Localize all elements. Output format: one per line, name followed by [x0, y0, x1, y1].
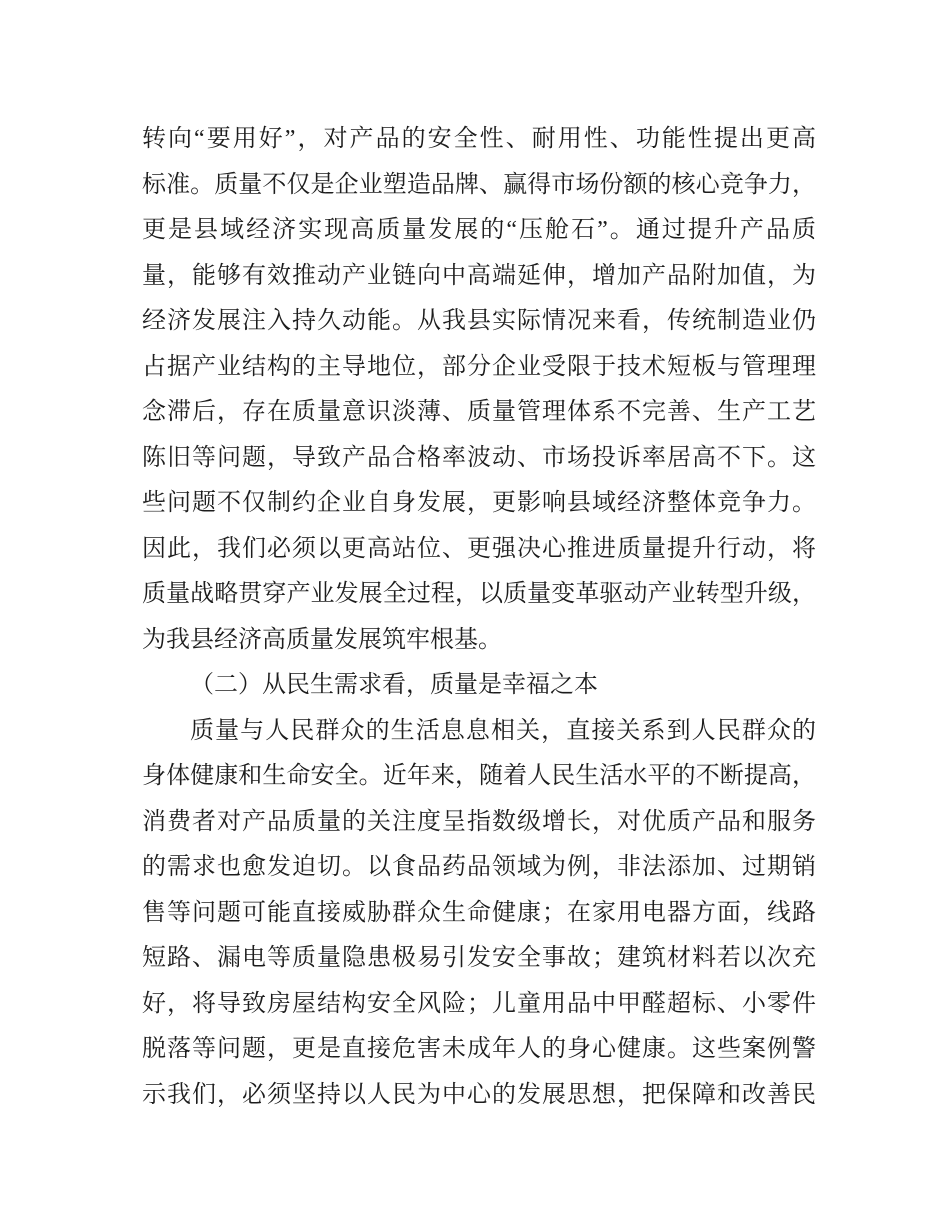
document-line: 质量战略贯穿产业发展全过程，以质量变革驱动产业转型升级， [142, 581, 816, 607]
document-line: 陈旧等问题，导致产品合格率波动、市场投诉率居高不下。这 [142, 444, 816, 471]
document-line: 转向“要用好”，对产品的安全性、耐用性、功能性提出更高 [142, 126, 816, 152]
document-line: 售等问题可能直接威胁群众生命健康；在家用电器方面，线路 [142, 899, 816, 926]
document-line: 身体健康和生命安全。近年来，随着人民生活水平的不断提高， [142, 763, 816, 789]
document-line: 脱落等问题，更是直接危害未成年人的身心健康。这些案例警 [142, 1036, 816, 1062]
document-body [142, 117, 816, 1118]
document-line: 更是县域经济实现高质量发展的“压舱石”。通过提升产品质 [142, 217, 816, 243]
document-line: 消费者对产品质量的关注度呈指数级增长，对优质产品和服务 [142, 808, 816, 835]
document-line: 量，能够有效推动产业链向中高端延伸，增加产品附加值，为 [142, 262, 816, 289]
document-line: 短路、漏电等质量隐患极易引发安全事故；建筑材料若以次充 [142, 945, 816, 971]
document-line: 占据产业结构的主导地位，部分企业受限于技术短板与管理理 [142, 353, 816, 380]
document-line: 为我县经济高质量发展筑牢根基。 [142, 626, 502, 653]
heading-line: （二）从民生需求看，质量是幸福之本 [190, 672, 598, 698]
document-line: 因此，我们必须以更高站位、更强决心推进质量提升行动，将 [142, 535, 816, 562]
document-line: 些问题不仅制约企业自身发展，更影响县域经济整体竞争力。 [142, 490, 816, 516]
document-line: 标准。质量不仅是企业塑造品牌、赢得市场份额的核心竞争力， [142, 171, 816, 198]
document-line: 质量与人民群众的生活息息相关，直接关系到人民群众的 [190, 717, 816, 744]
document-line: 经济发展注入持久动能。从我县实际情况来看，传统制造业仍 [142, 308, 816, 334]
document-line: 示我们，必须坚持以人民为中心的发展思想，把保障和改善民 [142, 1081, 816, 1108]
document-line: 的需求也愈发迫切。以食品药品领域为例，非法添加、过期销 [142, 854, 816, 880]
section-heading [142, 663, 816, 709]
paragraph [142, 117, 816, 663]
document-line: 好，将导致房屋结构安全风险；儿童用品中甲醛超标、小零件 [142, 990, 816, 1017]
paragraph [142, 709, 816, 1119]
document-line: 念滞后，存在质量意识淡薄、质量管理体系不完善、生产工艺 [142, 399, 816, 425]
